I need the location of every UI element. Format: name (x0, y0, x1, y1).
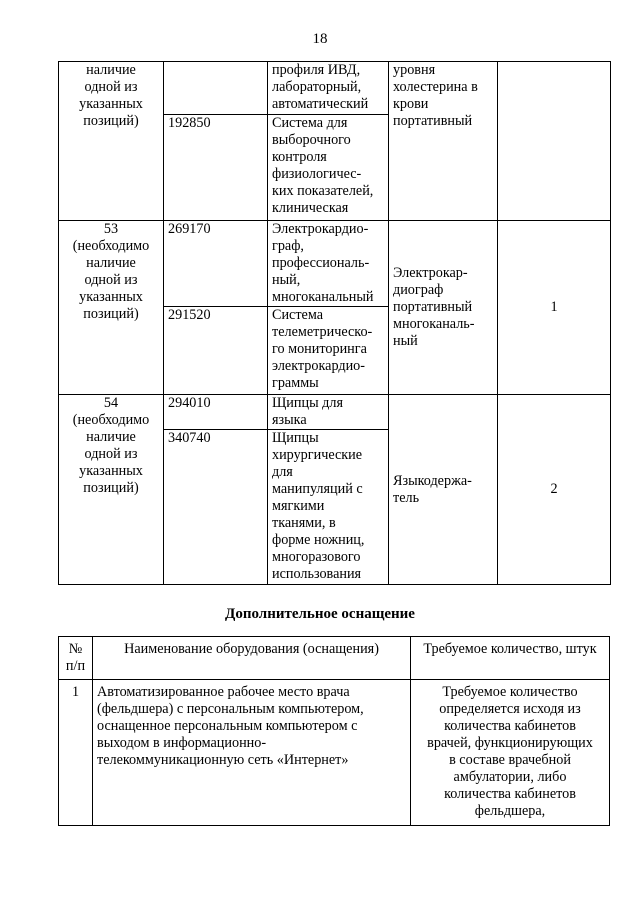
code-cell: 291520 (164, 307, 268, 395)
additional-equipment-table (58, 636, 610, 826)
name-cell: Щипцы хирургические для манипуляций с мягкими тканями, в форме ножниц, многоразового использования (268, 430, 389, 585)
table-row (59, 62, 611, 115)
column-header-qty: Требуемое количество, штук (411, 637, 610, 680)
code-cell: 192850 (164, 115, 268, 221)
equipment-cell: Языкодержа- тель (389, 395, 498, 585)
table-row (59, 680, 610, 826)
equipment-name-cell: Автоматизированное рабочее место врача (фельдшера) с персональным компьютером, оснащенное персональным компьютером с выходом в информационно- телекоммуникационную сеть «Интернет» (93, 680, 411, 826)
required-quantity-cell: Требуемое количество определяется исходя из количества кабинетов врачей, функционирующих в составе врачебной амбулатории, либо количества кабинетов фельдшера, (411, 680, 610, 826)
column-header-num: № п/п (59, 637, 93, 680)
name-cell: профиля ИВД, лабораторный, автоматический (268, 62, 389, 115)
name-cell: Система телеметрическо- го мониторинга электрокардио- граммы (268, 307, 389, 395)
position-cell: 54 (необходимо наличие одной из указанных позиций) (59, 395, 164, 585)
code-cell: 269170 (164, 221, 268, 307)
equipment-cell: уровня холестерина в крови портативный (389, 62, 498, 221)
equipment-cell: Электрокар- диограф портативный многоканаль- ный (389, 221, 498, 395)
code-cell (164, 62, 268, 115)
position-cell: 53 (необходимо наличие одной из указанных позиций) (59, 221, 164, 395)
equipment-table-continued (58, 61, 611, 585)
name-cell: Система для выборочного контроля физиологичес- ких показателей, клиническая (268, 115, 389, 221)
table-header-row (59, 637, 610, 680)
quantity-cell (498, 62, 611, 221)
table-row (59, 221, 611, 307)
table-row (59, 395, 611, 430)
quantity-cell: 2 (498, 395, 611, 585)
name-cell: Электрокардио- граф, профессиональ- ный, многоканальный (268, 221, 389, 307)
name-cell: Щипцы для языка (268, 395, 389, 430)
section-title: Дополнительное оснащение (225, 606, 415, 622)
code-cell: 294010 (164, 395, 268, 430)
position-cell: наличие одной из указанных позиций) (59, 62, 164, 221)
quantity-cell: 1 (498, 221, 611, 395)
code-cell: 340740 (164, 430, 268, 585)
column-header-name: Наименование оборудования (оснащения) (93, 637, 411, 680)
row-number-cell: 1 (59, 680, 93, 826)
page-number: 18 (312, 31, 328, 47)
